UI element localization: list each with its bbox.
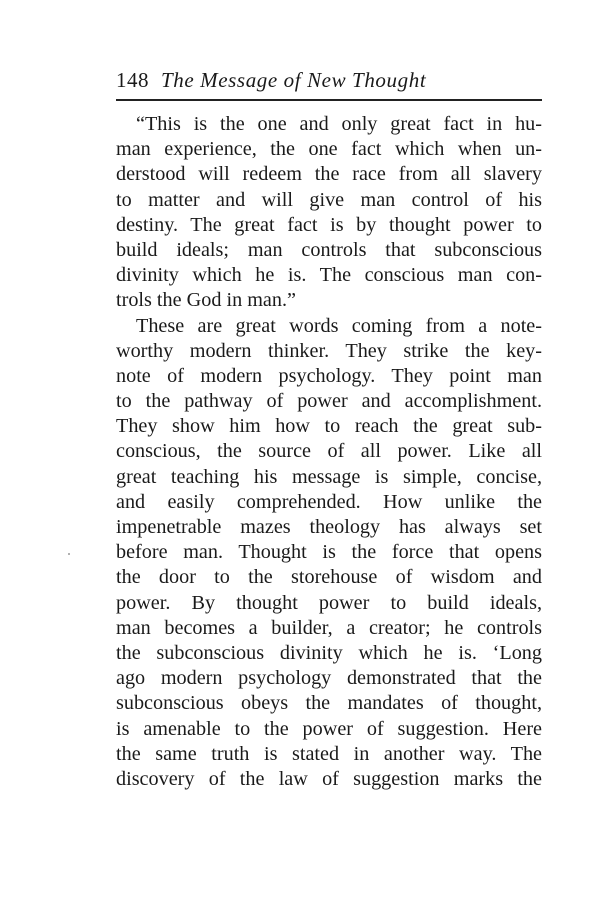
text-line: destiny. The great fact is by thought power to (116, 213, 542, 236)
text-line: man becomes a builder, a creator; he controls (116, 616, 542, 639)
text-line: They show him how to reach the great sub- (116, 415, 542, 438)
text-line: to the pathway of power and accomplishment. (116, 390, 542, 413)
running-head (116, 64, 542, 96)
text-line: great teaching his message is simple, concise, (116, 465, 542, 488)
text-line: is amenable to the power of suggestion. Here (116, 717, 542, 740)
text-line: divinity which he is. The conscious man con- (116, 264, 542, 287)
text-line: and easily comprehended. How unlike the (116, 490, 542, 513)
text-line: derstood will redeem the race from all slavery (116, 163, 542, 186)
text-line: conscious, the source of all power. Like all (116, 440, 542, 463)
text-line: worthy modern thinker. They strike the key- (116, 339, 542, 362)
book-title: The Message of New Thought (161, 68, 427, 92)
text-line: These are great words coming from a note- (136, 314, 542, 337)
text-line: impenetrable mazes theology has always set (116, 516, 542, 538)
header-rule (116, 99, 542, 101)
text-line: subconscious obeys the mandates of thought, (116, 692, 542, 715)
text-line: the same truth is stated in another way. The (116, 742, 542, 765)
text-line: discovery of the law of suggestion marks the (116, 767, 542, 790)
text-line: build ideals; man controls that subconscious (116, 238, 542, 261)
text-line: note of modern psychology. They point man (116, 364, 542, 387)
page-number: 148 (116, 68, 149, 92)
text-line: power. By thought power to build ideals, (116, 591, 542, 614)
text-line: before man. Thought is the force that opens (116, 541, 542, 564)
text-line: trols the God in man.” (116, 289, 296, 312)
body-text (116, 112, 542, 792)
text-line: “This is the one and only great fact in hu- (136, 113, 542, 135)
text-line: to matter and will give man control of his (116, 188, 542, 211)
text-line: the door to the storehouse of wisdom and (116, 566, 542, 589)
text-line: the subconscious divinity which he is. ‘Long (116, 641, 542, 664)
text-line: man experience, the one fact which when un- (116, 138, 542, 161)
margin-speck (68, 553, 70, 555)
text-line: ago modern psychology demonstrated that the (116, 667, 542, 690)
